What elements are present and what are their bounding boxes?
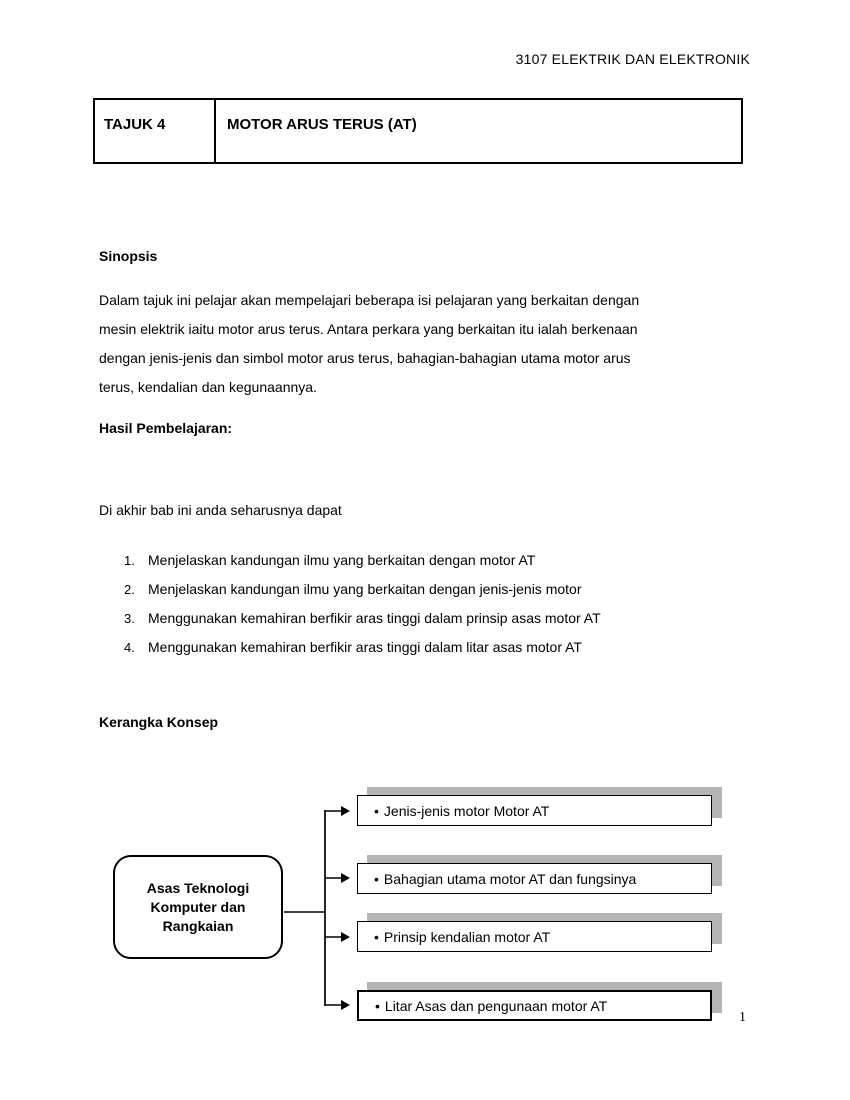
list-item-text: Menggunakan kemahiran berfikir aras tinggi dalam litar asas motor AT	[148, 639, 582, 655]
topic-number-cell: TAJUK 4	[94, 99, 215, 163]
list-item-number: 4.	[124, 640, 135, 655]
concept-root-node: Asas Teknologi Komputer dan Rangkaian	[113, 855, 283, 959]
bullet-icon: •	[374, 802, 379, 819]
concept-branch-node	[357, 921, 712, 952]
sinopsis-heading: Sinopsis	[99, 248, 158, 264]
list-item-number: 2.	[124, 582, 135, 597]
concept-branch-node	[357, 863, 712, 894]
bullet-icon: •	[374, 870, 379, 887]
branch-box	[357, 863, 712, 894]
list-item-text: Menjelaskan kandungan ilmu yang berkaitan dengan jenis-jenis motor	[148, 581, 582, 597]
list-item-number: 1.	[124, 553, 135, 568]
branch-box	[357, 990, 712, 1021]
bullet-icon: •	[375, 997, 380, 1014]
topic-title-cell: MOTOR ARUS TERUS (AT)	[215, 99, 742, 163]
concept-framework-heading: Kerangka Konsep	[99, 714, 219, 730]
sinopsis-line: dengan jenis-jenis dan simbol motor arus terus, bahagian-bahagian utama motor arus	[99, 350, 631, 366]
arrowhead-icon	[341, 873, 350, 883]
sinopsis-line: Dalam tajuk ini pelajar akan mempelajari beberapa isi pelajaran yang berkaitan dengan	[99, 292, 640, 308]
bullet-icon: •	[374, 928, 379, 945]
arrowhead-icon	[341, 806, 350, 816]
branch-box	[357, 921, 712, 952]
branch-box	[357, 795, 712, 826]
concept-branch-node	[357, 990, 712, 1021]
list-item-text: Menggunakan kemahiran berfikir aras tinggi dalam prinsip asas motor AT	[148, 610, 601, 626]
page-number: 1	[739, 1010, 746, 1025]
branch-label: Prinsip kendalian motor AT	[383, 928, 551, 945]
page-header: 3107 ELEKTRIK DAN ELEKTRONIK	[515, 51, 750, 67]
learning-outcomes-heading: Hasil Pembelajaran:	[99, 420, 233, 436]
list-item-text: Menjelaskan kandungan ilmu yang berkaitan dengan motor AT	[148, 552, 536, 568]
sinopsis-line: terus, kendalian dan kegunaannya.	[99, 379, 317, 395]
branch-label: Litar Asas dan pengunaan motor AT	[384, 997, 608, 1014]
arrowhead-icon	[341, 932, 350, 942]
arrowhead-icon	[341, 1000, 350, 1010]
branch-label: Jenis-jenis motor Motor AT	[383, 802, 550, 819]
branch-label: Bahagian utama motor AT dan fungsinya	[383, 870, 637, 887]
concept-branch-node	[357, 795, 712, 826]
list-item-number: 3.	[124, 611, 135, 626]
learning-outcomes-intro: Di akhir bab ini anda seharusnya dapat	[99, 502, 342, 518]
sinopsis-line: mesin elektrik iaitu motor arus terus. Antara perkara yang berkaitan itu ialah berkenaan	[99, 321, 638, 337]
